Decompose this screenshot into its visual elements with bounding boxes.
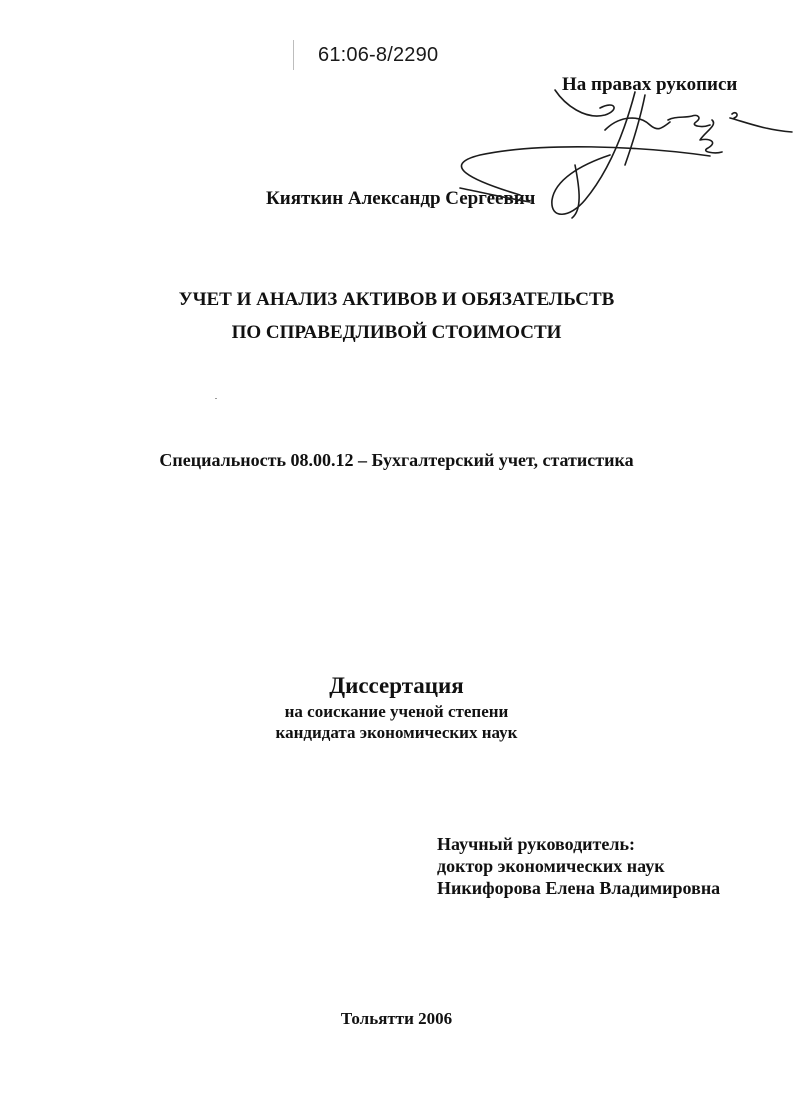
- author-name: Кияткин Александр Сергеевич: [266, 188, 536, 209]
- rights-notice: На правах рукописи: [562, 74, 738, 95]
- supervisor-degree: доктор экономических наук: [437, 856, 665, 876]
- scan-margin-line: [293, 40, 294, 70]
- title-line-1: УЧЕТ И АНАЛИЗ АКТИВОВ И ОБЯЗАТЕЛЬСТВ: [178, 289, 615, 310]
- dissertation-heading: Диссертация: [329, 673, 464, 698]
- city-year: Тольятти 2006: [340, 1009, 453, 1028]
- dissertation-line-1: на соискание ученой степени: [284, 702, 509, 721]
- handwritten-signature: [400, 70, 793, 250]
- scan-speck: [215, 398, 217, 399]
- specialty-line: Специальность 08.00.12 – Бухгалтерский учет, статистика: [159, 450, 634, 470]
- dissertation-line-2: кандидата экономических наук: [275, 723, 518, 742]
- title-line-2: ПО СПРАВЕДЛИВОЙ СТОИМОСТИ: [231, 322, 562, 343]
- archive-code: 61:06-8/2290: [318, 44, 439, 66]
- supervisor-name: Никифорова Елена Владимировна: [437, 878, 721, 898]
- supervisor-label: Научный руководитель:: [437, 834, 635, 854]
